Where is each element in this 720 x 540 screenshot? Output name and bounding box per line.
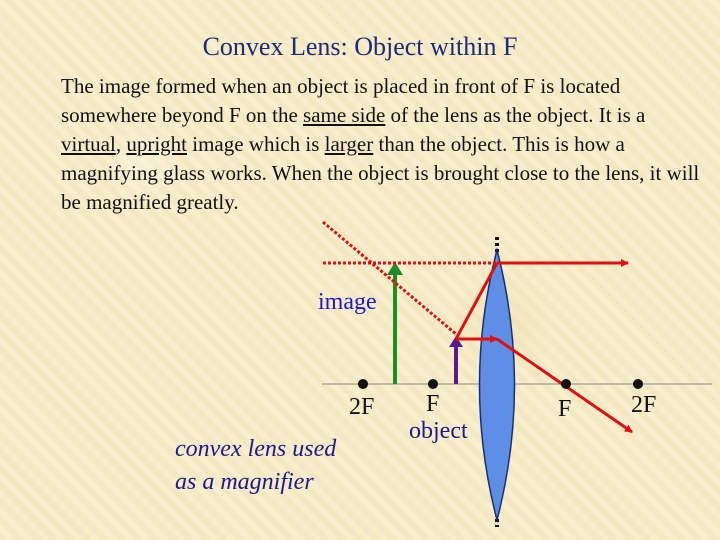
point-2f-left-marker bbox=[358, 379, 368, 389]
label-2f-right: 2F bbox=[631, 392, 657, 418]
description-part1: The image formed when an object is placed in front of F is located somewhere beyond F on the bbox=[61, 74, 621, 127]
same-side-emphasis: same side bbox=[303, 103, 386, 127]
image-label: image bbox=[318, 289, 377, 315]
description-comma: , bbox=[115, 132, 127, 156]
caption-line-1: convex lens used bbox=[175, 436, 337, 462]
label-f-right: F bbox=[558, 396, 572, 422]
object-label: object bbox=[409, 418, 468, 444]
diagram-caption bbox=[175, 433, 336, 499]
point-f-right-marker bbox=[561, 379, 571, 389]
point-f-left-marker bbox=[428, 379, 438, 389]
label-f-left: F bbox=[426, 391, 440, 417]
convex-lens bbox=[480, 250, 515, 520]
description-part4: than the object. This is how a magnifying glass works. When the object is brought close to the lens, it will be magnified greatly. bbox=[61, 132, 700, 214]
description-part2: of the lens as the object. It is a bbox=[385, 103, 646, 127]
description-part3: image which is bbox=[187, 132, 325, 156]
larger-emphasis: larger bbox=[324, 132, 374, 156]
point-2f-right-marker bbox=[633, 379, 643, 389]
virtual-emphasis: virtual bbox=[61, 132, 116, 156]
label-2f-left: 2F bbox=[349, 394, 375, 420]
upright-emphasis: upright bbox=[126, 132, 187, 156]
virtual-ray-extension-diagonal bbox=[323, 222, 456, 334]
caption-line-2: as a magnifier bbox=[175, 469, 314, 495]
slide-title: Convex Lens: Object within F bbox=[202, 32, 518, 61]
